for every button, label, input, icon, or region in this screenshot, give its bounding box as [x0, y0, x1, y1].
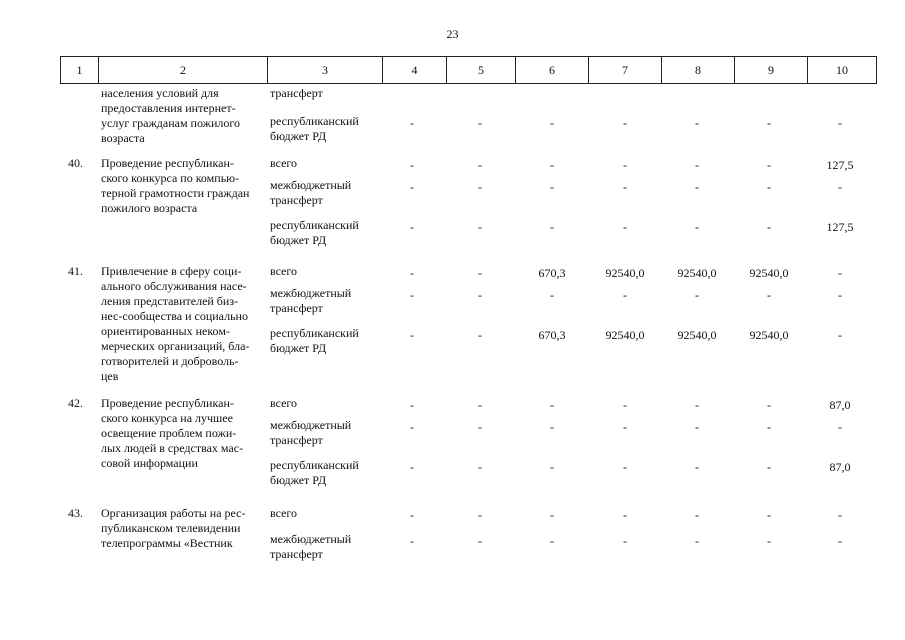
funding-source: межбюджетный трансферт [270, 178, 352, 207]
value-cell: - [767, 116, 771, 130]
value-cell: - [838, 266, 842, 280]
activity-name: Проведение республикан- ского конкурса по компью- терной грамотности граждан пожилого возраста [101, 156, 250, 215]
value-cell: - [550, 460, 554, 474]
value-cell: - [767, 398, 771, 412]
column-header-5: 5 [446, 57, 515, 83]
value-cell: - [623, 116, 627, 130]
value-cell: - [410, 420, 414, 434]
value-cell: - [550, 398, 554, 412]
value-cell: - [695, 180, 699, 194]
value-cell: - [410, 158, 414, 172]
value-cell: - [695, 534, 699, 548]
value-cell: - [838, 328, 842, 342]
value-cell: - [550, 116, 554, 130]
value-cell: 127,5 [826, 220, 854, 234]
funding-source: межбюджетный трансферт [270, 532, 352, 561]
value-cell: - [478, 328, 482, 342]
value-cell: - [410, 266, 414, 280]
column-header-4: 4 [382, 57, 446, 83]
value-cell: - [550, 220, 554, 234]
value-cell: 670,3 [538, 266, 566, 280]
value-cell: - [838, 420, 842, 434]
column-header-7: 7 [588, 57, 661, 83]
value-cell: 670,3 [538, 328, 566, 342]
value-cell: - [623, 220, 627, 234]
value-cell: - [550, 420, 554, 434]
column-header-10: 10 [807, 57, 877, 83]
value-cell: - [478, 180, 482, 194]
value-cell: - [623, 420, 627, 434]
row-number: 42. [68, 396, 83, 410]
column-header-9: 9 [734, 57, 807, 83]
value-cell: - [838, 508, 842, 522]
column-header-2: 2 [98, 57, 267, 83]
funding-source: республиканский бюджет РД [270, 114, 359, 143]
value-cell: - [838, 180, 842, 194]
value-cell: 92540,0 [677, 266, 717, 280]
value-cell: - [838, 288, 842, 302]
value-cell: - [550, 288, 554, 302]
row-number: 40. [68, 156, 83, 170]
value-cell: 92540,0 [677, 328, 717, 342]
value-cell: - [695, 288, 699, 302]
funding-source: всего [270, 506, 298, 520]
value-cell: - [623, 460, 627, 474]
value-cell: 92540,0 [605, 328, 645, 342]
value-cell: 92540,0 [605, 266, 645, 280]
value-cell: - [623, 288, 627, 302]
value-cell: - [695, 420, 699, 434]
column-header-1: 1 [60, 57, 98, 83]
value-cell: - [550, 534, 554, 548]
funding-source: трансферт [270, 86, 323, 100]
value-cell: 87,0 [829, 398, 851, 412]
value-cell: - [623, 398, 627, 412]
value-cell: - [767, 220, 771, 234]
table-body [60, 86, 877, 640]
value-cell: - [767, 288, 771, 302]
value-cell: 92540,0 [749, 328, 789, 342]
value-cell: - [410, 116, 414, 130]
funding-source: всего [270, 396, 298, 410]
activity-name: Организация работы на рес- публиканском телевидении телепрограммы «Вестник [101, 506, 246, 550]
funding-source: республиканский бюджет РД [270, 218, 359, 247]
activity-name: Проведение республикан- ского конкурса на лучшее освещение проблем пожи- лых людей в средствах мас- совой информации [101, 396, 244, 470]
value-cell: - [478, 508, 482, 522]
value-cell: - [623, 508, 627, 522]
value-cell: - [478, 158, 482, 172]
value-cell: - [623, 534, 627, 548]
value-cell: - [767, 508, 771, 522]
value-cell: - [410, 460, 414, 474]
value-cell: - [695, 220, 699, 234]
value-cell: - [410, 288, 414, 302]
value-cell: - [838, 534, 842, 548]
value-cell: - [550, 180, 554, 194]
value-cell: - [767, 420, 771, 434]
value-cell: - [478, 534, 482, 548]
activity-name: Привлечение в сферу соци- ального обслуживания насе- ления представителей биз- нес-сообщества и социально ориентированных неком- мерческих организаций, бла- готворителей и доброволь- цев [101, 264, 250, 383]
value-cell: - [478, 420, 482, 434]
value-cell: - [623, 180, 627, 194]
funding-source: всего [270, 156, 298, 170]
value-cell: 127,5 [826, 158, 854, 172]
value-cell: - [838, 116, 842, 130]
funding-source: всего [270, 264, 298, 278]
value-cell: - [410, 398, 414, 412]
value-cell: 87,0 [829, 460, 851, 474]
value-cell: - [478, 288, 482, 302]
value-cell: - [410, 220, 414, 234]
column-header-3: 3 [267, 57, 382, 83]
value-cell: - [695, 158, 699, 172]
table-header-row [60, 56, 877, 84]
value-cell: - [550, 508, 554, 522]
value-cell: - [767, 460, 771, 474]
value-cell: - [695, 116, 699, 130]
value-cell: - [550, 158, 554, 172]
page-number: 23 [446, 27, 459, 41]
value-cell: - [410, 180, 414, 194]
funding-source: межбюджетный трансферт [270, 418, 352, 447]
row-number: 41. [68, 264, 83, 278]
value-cell: - [478, 398, 482, 412]
activity-name: населения условий для предоставления интернет- услуг гражданам пожилого возраста [101, 86, 240, 145]
funding-source: межбюджетный трансферт [270, 286, 352, 315]
value-cell: - [695, 398, 699, 412]
funding-source: республиканский бюджет РД [270, 458, 359, 487]
value-cell: - [410, 328, 414, 342]
value-cell: - [478, 116, 482, 130]
column-header-6: 6 [515, 57, 588, 83]
value-cell: - [478, 460, 482, 474]
value-cell: 92540,0 [749, 266, 789, 280]
value-cell: - [767, 158, 771, 172]
funding-source: республиканский бюджет РД [270, 326, 359, 355]
value-cell: - [695, 508, 699, 522]
row-number: 43. [68, 506, 83, 520]
value-cell: - [767, 534, 771, 548]
column-header-8: 8 [661, 57, 734, 83]
value-cell: - [695, 460, 699, 474]
value-cell: - [478, 266, 482, 280]
value-cell: - [478, 220, 482, 234]
value-cell: - [623, 158, 627, 172]
value-cell: - [410, 508, 414, 522]
value-cell: - [767, 180, 771, 194]
value-cell: - [410, 534, 414, 548]
